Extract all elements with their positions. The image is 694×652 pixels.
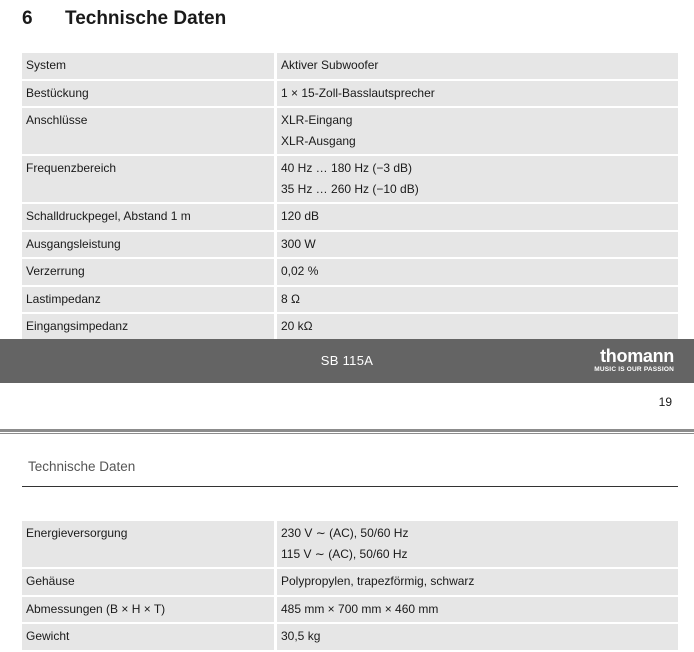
footer-model-name: SB 115A <box>320 353 374 368</box>
spec-row <box>22 624 678 650</box>
spec-label: Energieversorgung <box>22 521 277 567</box>
spec-label: Anschlüsse <box>22 108 277 154</box>
spec-value-cell <box>277 569 678 595</box>
spec-value-cell <box>277 204 678 230</box>
spec-value: 30,5 kg <box>281 629 321 643</box>
spec-row <box>22 53 678 79</box>
spec-value: 485 mm × 700 mm × 460 mm <box>281 601 439 616</box>
logo-wordmark: thomann <box>600 346 674 366</box>
logo-tagline: MUSIC IS OUR PASSION <box>594 366 674 373</box>
spec-value: 35 Hz … 260 Hz (−10 dB) <box>281 181 419 196</box>
section-number: 6 <box>22 8 33 29</box>
spec-value: 115 V ∼ (AC), 50/60 Hz <box>281 546 408 561</box>
spec-value-cell <box>277 521 678 567</box>
spec-label: System <box>22 53 277 79</box>
running-header-title: Technische Daten <box>28 459 136 474</box>
spec-row <box>22 81 678 107</box>
spec-label: Gewicht <box>22 624 277 650</box>
spec-value-cell <box>277 259 678 285</box>
specs-table-continued <box>22 519 678 652</box>
spec-label: Bestückung <box>22 81 277 107</box>
spec-label: Ausgangsleistung <box>22 232 277 258</box>
spec-value-cell <box>277 81 678 107</box>
spec-value: 40 Hz … 180 Hz (−3 dB) <box>281 161 413 175</box>
spec-value: XLR-Ausgang <box>281 133 356 148</box>
section-title: Technische Daten <box>65 8 227 29</box>
spec-value: 20 kΩ <box>281 319 313 333</box>
spec-value-cell <box>277 624 678 650</box>
spec-row <box>22 108 678 154</box>
spec-label: Lastimpedanz <box>22 287 277 313</box>
spec-label: Frequenzbereich <box>22 156 277 202</box>
page-number: 19 <box>658 395 672 409</box>
spec-label: Abmessungen (B × H × T) <box>22 597 277 623</box>
spec-value: Aktiver Subwoofer <box>281 58 379 72</box>
spec-row <box>22 259 678 285</box>
spec-row <box>22 232 678 258</box>
spec-value: 8 Ω <box>281 291 300 306</box>
spec-value-cell <box>277 597 678 623</box>
section-heading <box>22 8 226 30</box>
spec-row <box>22 314 678 340</box>
spec-label: Schalldruckpegel, Abstand 1 m <box>22 204 277 230</box>
spec-value: 0,02 % <box>281 264 319 278</box>
spec-row <box>22 156 678 202</box>
spec-row <box>22 204 678 230</box>
spec-value-cell <box>277 156 678 202</box>
spec-value: XLR-Eingang <box>281 113 353 127</box>
spec-value-cell <box>277 287 678 313</box>
spec-row <box>22 597 678 623</box>
spec-row <box>22 569 678 595</box>
spec-value-cell <box>277 108 678 154</box>
spec-row <box>22 287 678 313</box>
specs-table-main <box>22 51 678 342</box>
thomann-logo <box>594 347 674 374</box>
spec-label: Gehäuse <box>22 569 277 595</box>
page-footer-bar <box>0 339 694 383</box>
page-divider-thin <box>0 433 694 434</box>
page-divider <box>0 429 694 432</box>
header-rule <box>22 486 678 487</box>
spec-value: 300 W <box>281 236 316 251</box>
spec-label: Verzerrung <box>22 259 277 285</box>
spec-value: 1 × 15-Zoll-Basslautsprecher <box>281 85 435 100</box>
spec-value-cell <box>277 53 678 79</box>
spec-value: Polypropylen, trapezförmig, schwarz <box>281 574 475 588</box>
spec-value-cell <box>277 314 678 340</box>
spec-label: Eingangsimpedanz <box>22 314 277 340</box>
spec-value-cell <box>277 232 678 258</box>
spec-value: 230 V ∼ (AC), 50/60 Hz <box>281 526 409 540</box>
spec-value: 120 dB <box>281 209 320 223</box>
spec-row <box>22 521 678 567</box>
